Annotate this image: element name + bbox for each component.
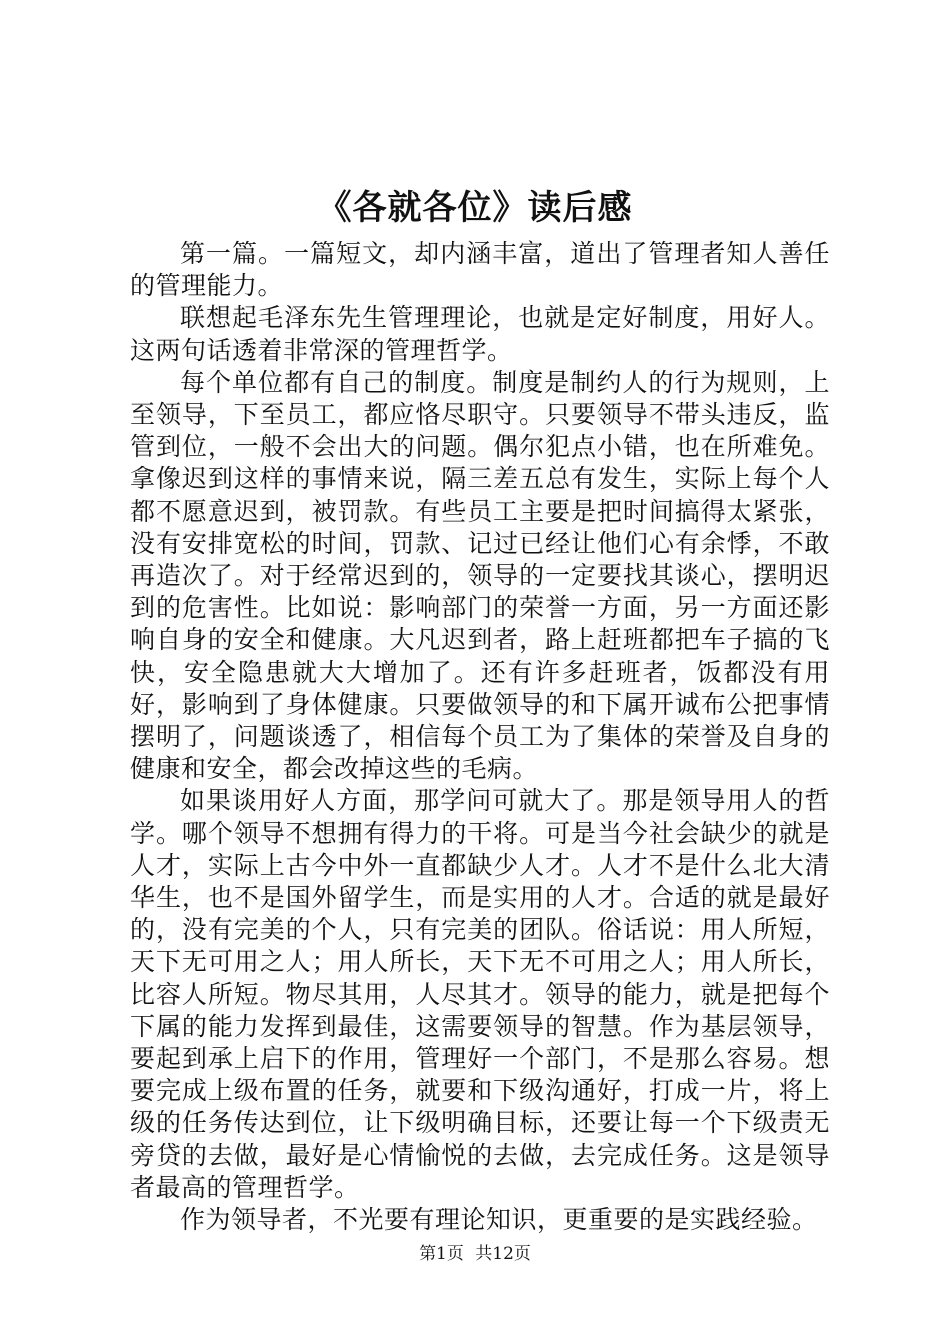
document-body bbox=[130, 238, 830, 1236]
paragraph: 第一篇。一篇短文，却内涵丰富，道出了管理者知人善任的管理能力。 bbox=[130, 239, 830, 301]
page-number: 第1页 bbox=[419, 1244, 464, 1264]
page-total: 共12页 bbox=[475, 1244, 531, 1264]
document-title: 《各就各位》读后感 bbox=[317, 188, 633, 228]
page-footer bbox=[0, 1243, 950, 1265]
paragraph: 如果谈用好人方面，那学问可就大了。那是领导用人的哲学。哪个领导不想拥有得力的干将。可是当今社会缺少的就是人才，实际上古今中外一直都缺少人才。人才不是什么北大清华生，也不是国外留学生，而是实用的人才。合适的就是最好的，没有完美的个人，只有完美的团队。俗话说：用人所短，天下无可用之人；用人所长，天下无不可用之人；用人所长，比容人所短。物尽其用，人尽其才。领导的能力，就是把每个下属的能力发挥到最佳，这需要领导的智慧。作为基层领导，要起到承上启下的作用，管理好一个部门，不是那么容易。想要完成上级布置的任务，就要和下级沟通好，打成一片，将上级的任务传达到位，让下级明确目标，还要让每一个下级责无旁贷的去做，最好是心情愉悦的去做，去完成任务。这是领导者最高的管理哲学。 bbox=[130, 786, 830, 1202]
paragraph: 联想起毛泽东先生管理理论，也就是定好制度，用好人。这两句话透着非常深的管理哲学。 bbox=[130, 303, 830, 365]
paragraph: 作为领导者，不光要有理论知识，更重要的是实践经验。 bbox=[180, 1205, 818, 1235]
paragraph: 每个单位都有自己的制度。制度是制约人的行为规则，上至领导，下至员工，都应恪尽职守。只要领导不带头违反，监管到位，一般不会出大的问题。偶尔犯点小错，也在所难免。拿像迟到这样的事情来说，隔三差五总有发生，实际上每个人都不愿意迟到，被罚款。有些员工主要是把时间搞得太紧张，没有安排宽松的时间，罚款、记过已经让他们心有余悸，不敢再造次了。对于经常迟到的，领导的一定要找其谈心，摆明迟到的危害性。比如说：影响部门的荣誉一方面，另一方面还影响自身的安全和健康。大凡迟到者，路上赶班都把车子搞的飞快，安全隐患就大大增加了。还有许多赶班者，饭都没有用好，影响到了身体健康。只要做领导的和下属开诚布公把事情摆明了，问题谈透了，相信每个员工为了集体的荣誉及自身的健康和安全，都会改掉这些的毛病。 bbox=[130, 367, 830, 784]
